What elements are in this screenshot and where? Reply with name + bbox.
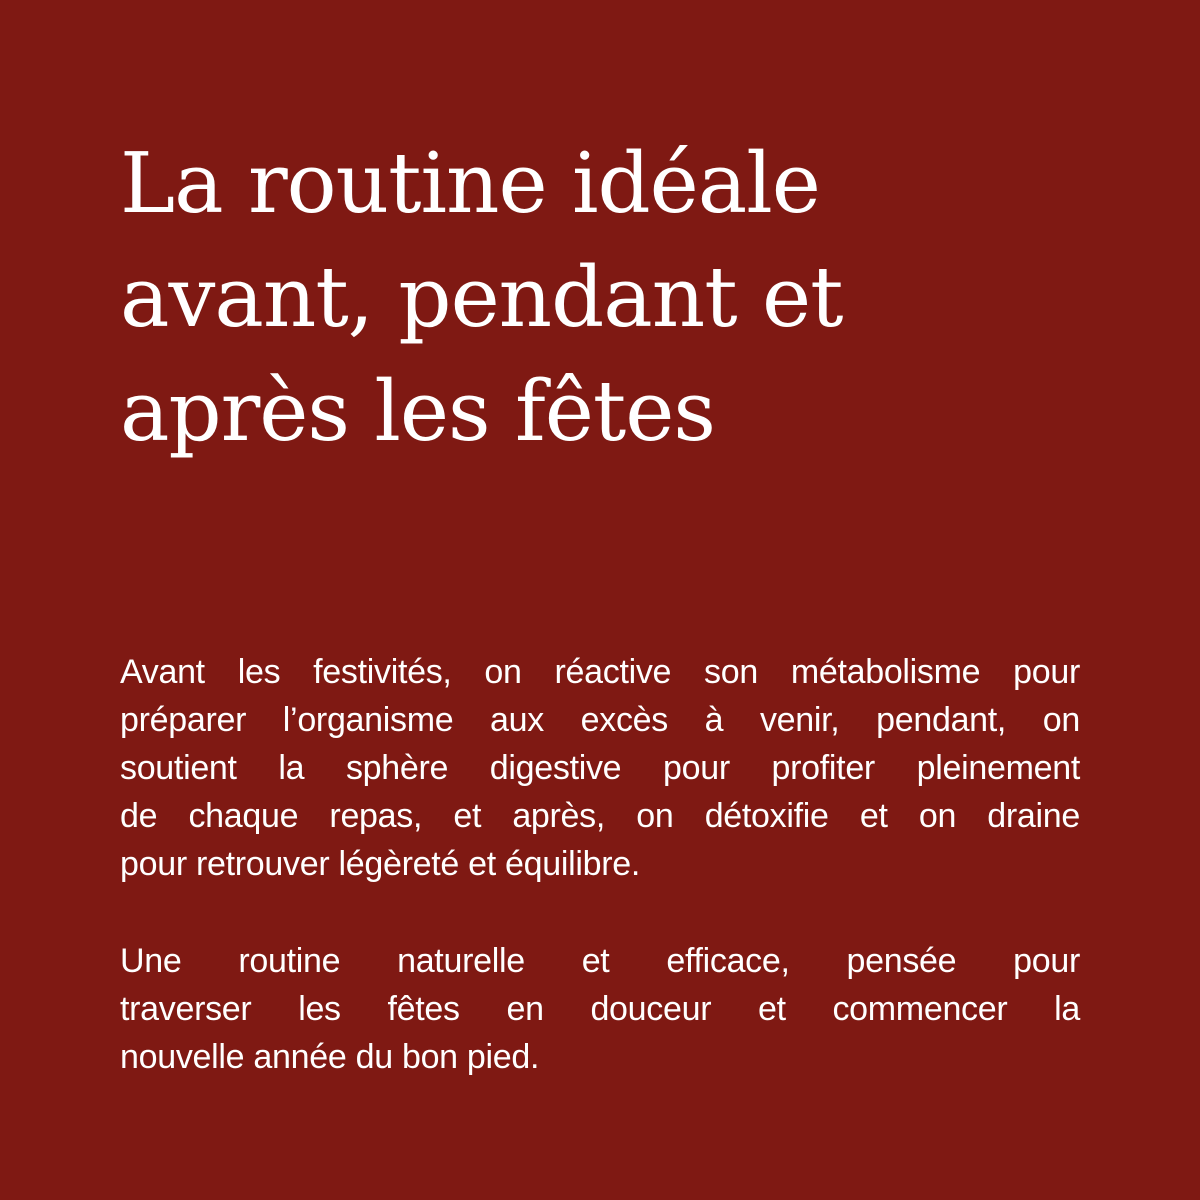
headline-line: avant, pendant et [120,249,843,346]
headline [120,127,1100,469]
paragraph-line: nouvelle année du bon pied. [120,1038,540,1076]
paragraph-line: préparer l’organisme aux excès à venir, pendant, on [120,701,1080,739]
body-paragraph-2 [120,937,1080,1081]
paragraph-line: traverser les fêtes en douceur et commencer la [120,990,1080,1028]
paragraph-line: de chaque repas, et après, on détoxifie et on draine [120,797,1080,835]
paragraph-line: pour retrouver légèreté et équilibre. [120,845,640,883]
paragraph-line: Avant les festivités, on réactive son métabolisme pour [120,653,1080,691]
headline-line: après les fêtes [120,363,715,460]
headline-line: La routine idéale [120,135,820,232]
paragraph-line: Une routine naturelle et efficace, pensée pour [120,942,1080,980]
paragraph-line: soutient la sphère digestive pour profiter pleinement [120,749,1080,787]
body-paragraph-1 [120,648,1080,888]
